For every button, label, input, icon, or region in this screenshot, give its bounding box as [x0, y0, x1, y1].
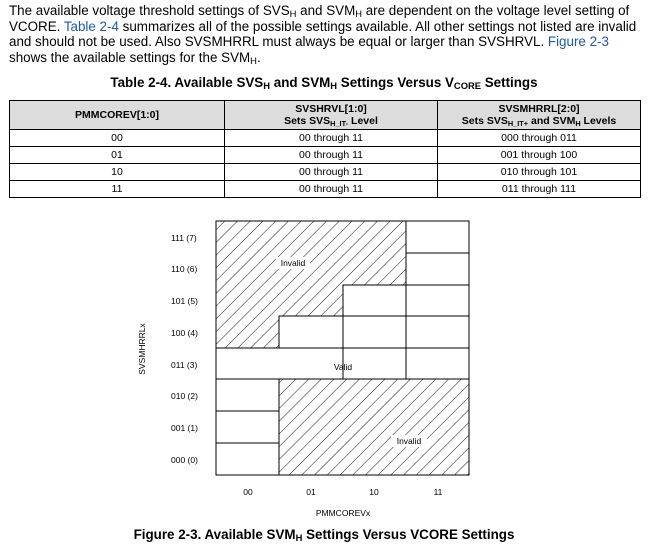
- table-cell: 00: [10, 130, 225, 147]
- invalid-label-upper: Invalid: [280, 258, 306, 268]
- x-tick-label: 10: [369, 487, 379, 497]
- header-svshrvl: SVSHRVL[1:0] Sets $SVS_{H\_IT-}$ Level: [225, 101, 438, 130]
- y-tick-label: 100 (4): [171, 328, 198, 338]
- figure-2-3-link[interactable]: Figure 2-3: [547, 34, 609, 49]
- header-pmmcorev: PMMCOREV[1:0]: [10, 101, 225, 130]
- valid-label: Valid: [333, 362, 353, 372]
- y-tick-label: 001 (1): [171, 423, 198, 433]
- table-cell: 01: [10, 147, 225, 164]
- table-cell: 00 through 11: [225, 147, 438, 164]
- table-cell: 000 through 011: [438, 130, 641, 147]
- y-tick-label: 111 (7): [171, 233, 197, 243]
- x-axis-label: PMMCOREVx: [315, 508, 371, 518]
- x-tick-label: 01: [306, 487, 316, 497]
- y-tick-label: 010 (2): [171, 391, 198, 401]
- invalid-label-lower: Invalid: [396, 436, 422, 446]
- table-cell: 00 through 11: [225, 164, 438, 181]
- y-tick-label: 101 (5): [171, 296, 198, 306]
- invalid-region-lower: [279, 379, 469, 475]
- y-tick-label: 110 (6): [171, 264, 198, 274]
- header-svsmhrrl: SVSMHRRL[2:0] Sets $SVS_{H\_IT+}$ and $SVM_H$ Levels: [438, 101, 641, 130]
- table-cell: 001 through 100: [438, 147, 641, 164]
- table-2-4-link[interactable]: Table 2-4: [63, 18, 119, 34]
- y-axis-label: SVSMHRRLx: [137, 323, 147, 375]
- figure-caption: Figure 2-3. Available $SVM_H$ Settings Versus VCORE Settings: [133, 527, 515, 543]
- intro-paragraph: The available voltage threshold settings of $SVS_H$ and $SVM_H$ are dependent on the voltage level setting of VCORE. Table 2-4 summarizes all of the possible settings available. All other settings not listed are invalid and should not be used. Also SVSMHRRL must always be equal or larger than SVSHRVL. Figure 2-3 shows the available settings for the $SVM_H$.: [9, 3, 637, 66]
- y-tick-label: 000 (0): [171, 455, 198, 465]
- x-tick-label: 00: [243, 487, 253, 497]
- table-cell: 011 through 111: [438, 181, 641, 198]
- table-cell: 10: [10, 164, 225, 181]
- table-cell: 00 through 11: [225, 130, 438, 147]
- table-caption: Table 2-4. Available $SVS_H$ and $SVM_H$ Settings Versus $V_{CORE}$ Settings: [110, 75, 538, 91]
- table-cell: 11: [10, 181, 225, 198]
- y-tick-label: 011 (3): [171, 360, 198, 370]
- x-tick-label: 11: [433, 487, 443, 497]
- table-cell: 00 through 11: [225, 181, 438, 198]
- table-cell: 010 through 101: [438, 164, 641, 181]
